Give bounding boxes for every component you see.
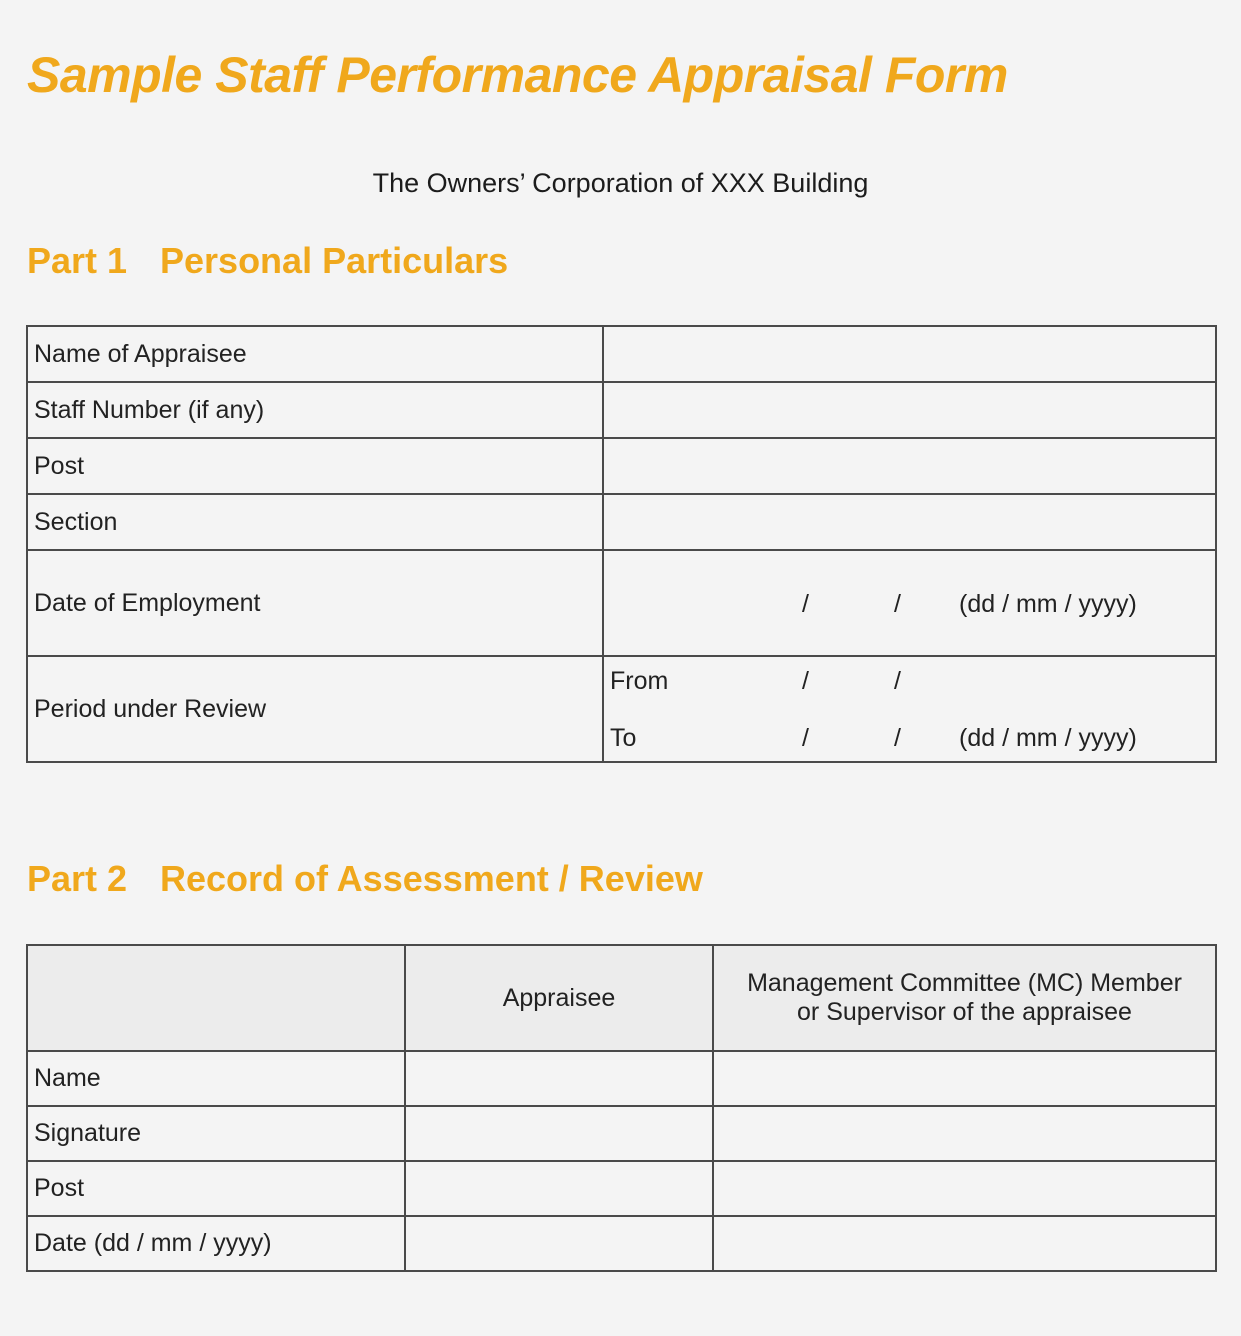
- table-row: [27, 1216, 1216, 1271]
- column-header-mc-member: [713, 945, 1216, 1051]
- mc-date-field[interactable]: [713, 1216, 1216, 1271]
- row-label-name-of-appraisee: Name of Appraisee: [27, 326, 603, 382]
- table-row: [27, 382, 1216, 438]
- table-row: [27, 1106, 1216, 1161]
- from-label: From: [610, 667, 669, 695]
- date-separator: /: [802, 724, 809, 752]
- row-label-date: Date (dd / mm / yyyy): [27, 1216, 405, 1271]
- section-field[interactable]: [603, 494, 1216, 550]
- table-row: [27, 656, 1216, 762]
- row-label-post: Post: [27, 438, 603, 494]
- part2-heading: [27, 858, 703, 900]
- part1-number: Part 1: [27, 240, 128, 281]
- row-label-post: Post: [27, 1161, 405, 1216]
- date-separator: /: [894, 724, 901, 752]
- date-separator: /: [802, 667, 809, 695]
- part2-title: Record of Assessment / Review: [160, 858, 703, 899]
- date-format-hint: (dd / mm / yyyy): [959, 724, 1137, 752]
- table-row: [27, 494, 1216, 550]
- date-of-employment-field[interactable]: [603, 550, 1216, 656]
- to-label: To: [610, 724, 637, 752]
- form-subtitle: The Owners’ Corporation of XXX Building: [372, 168, 869, 198]
- row-label-signature: Signature: [27, 1106, 405, 1161]
- mc-post-field[interactable]: [713, 1161, 1216, 1216]
- row-label-section: Section: [27, 494, 603, 550]
- header-blank-cell: [27, 945, 405, 1051]
- appraisee-date-field[interactable]: [405, 1216, 713, 1271]
- date-format-hint: (dd / mm / yyyy): [959, 590, 1137, 618]
- mc-signature-field[interactable]: [713, 1106, 1216, 1161]
- row-label-staff-number: Staff Number (if any): [27, 382, 603, 438]
- mc-name-field[interactable]: [713, 1051, 1216, 1106]
- name-of-appraisee-field[interactable]: [603, 326, 1216, 382]
- appraisee-name-field[interactable]: [405, 1051, 713, 1106]
- personal-particulars-table: [26, 325, 1217, 763]
- row-label-date-of-employment: Date of Employment: [27, 550, 603, 656]
- table-row: [27, 1051, 1216, 1106]
- row-label-period-under-review: Period under Review: [27, 656, 603, 762]
- table-row: [27, 326, 1216, 382]
- column-header-appraisee: Appraisee: [405, 945, 713, 1051]
- date-separator: /: [802, 590, 809, 618]
- post-field[interactable]: [603, 438, 1216, 494]
- part1-heading: [27, 240, 508, 282]
- period-under-review-field[interactable]: [603, 656, 1216, 762]
- mc-header-line-1: Management Committee (MC) Member: [747, 969, 1182, 997]
- part2-number: Part 2: [27, 858, 128, 899]
- date-separator: /: [894, 590, 901, 618]
- row-label-name: Name: [27, 1051, 405, 1106]
- table-row: [27, 550, 1216, 656]
- staff-number-field[interactable]: [603, 382, 1216, 438]
- part1-title: Personal Particulars: [160, 240, 509, 281]
- appraisee-signature-field[interactable]: [405, 1106, 713, 1161]
- table-row: [27, 1161, 1216, 1216]
- table-row: [27, 438, 1216, 494]
- table-header-row: [27, 945, 1216, 1051]
- appraisee-post-field[interactable]: [405, 1161, 713, 1216]
- date-separator: /: [894, 667, 901, 695]
- assessment-record-table: [26, 944, 1217, 1272]
- form-title: Sample Staff Performance Appraisal Form: [27, 47, 1008, 103]
- mc-header-line-2: or Supervisor of the appraisee: [797, 998, 1132, 1026]
